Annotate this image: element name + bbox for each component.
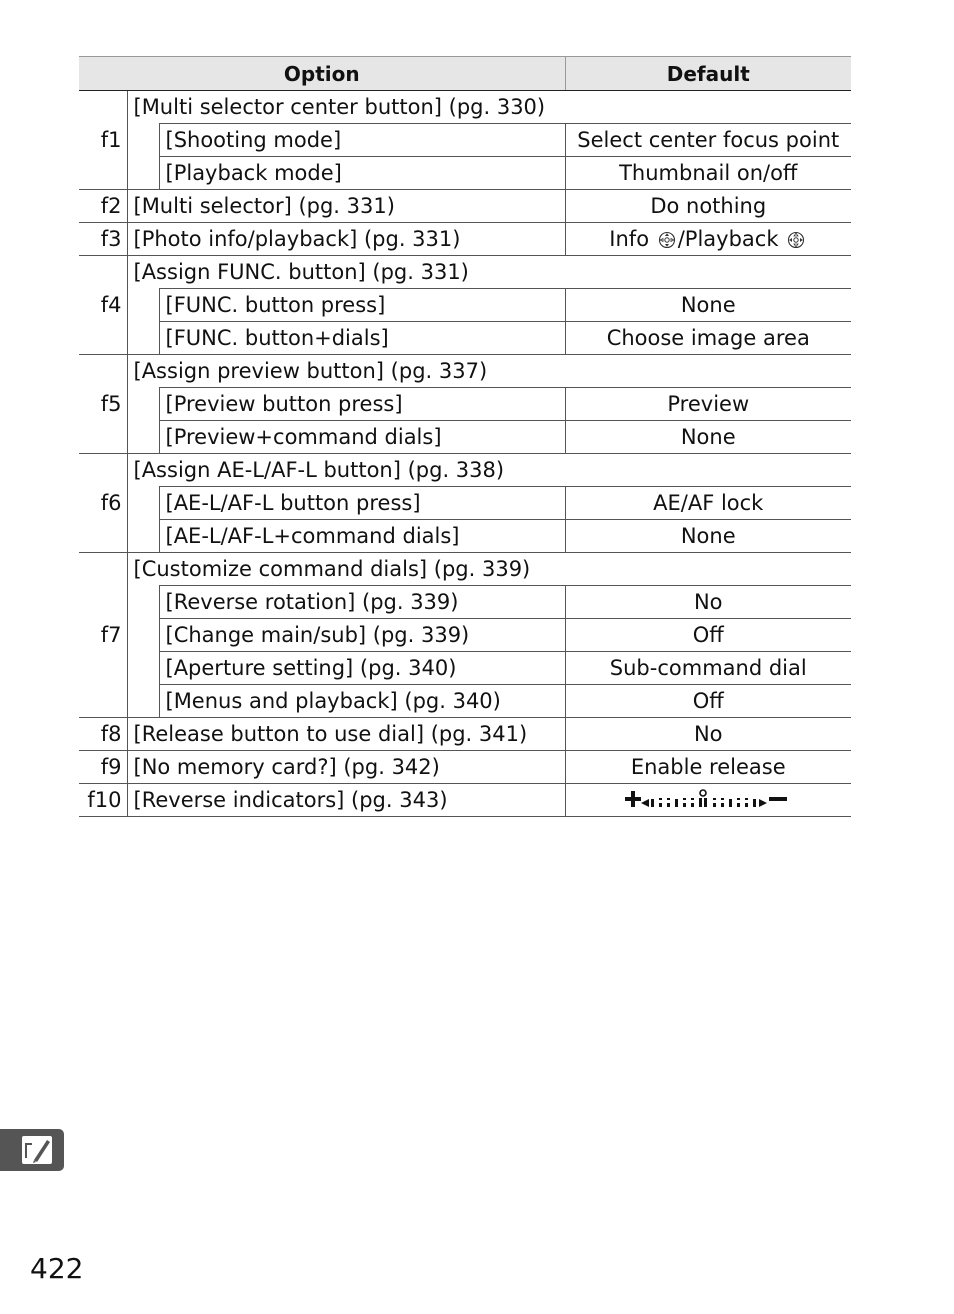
option-cell: [Change main/sub] (pg. 339) xyxy=(159,619,565,652)
table-row xyxy=(79,487,851,520)
table-row xyxy=(79,454,851,487)
default-cell xyxy=(565,223,851,256)
default-cell: Sub-command dial xyxy=(565,652,851,685)
info-label: Info xyxy=(609,226,650,251)
default-cell: AE/AF lock xyxy=(565,487,851,520)
default-cell: Enable release xyxy=(565,751,851,784)
default-column-header: Default xyxy=(565,57,851,91)
default-cell: Select center focus point xyxy=(565,124,851,157)
option-column-header: Option xyxy=(79,57,565,91)
option-cell: [Photo info/playback] (pg. 331) xyxy=(127,223,565,256)
option-cell: [Reverse rotation] (pg. 339) xyxy=(159,586,565,619)
group-title: [Customize command dials] (pg. 339) xyxy=(127,553,851,586)
table-row xyxy=(79,751,851,784)
table-row xyxy=(79,421,851,454)
multi-selector-left-right-icon xyxy=(787,231,805,249)
section-tab-icon xyxy=(0,1129,64,1171)
group-title: [Multi selector center button] (pg. 330) xyxy=(127,91,851,124)
option-cell: [Playback mode] xyxy=(159,157,565,190)
row-code: f7 xyxy=(79,553,127,718)
option-cell: [Aperture setting] (pg. 340) xyxy=(159,652,565,685)
row-code: f6 xyxy=(79,454,127,553)
exposure-indicator-icon xyxy=(623,788,793,812)
table-row xyxy=(79,157,851,190)
table-row xyxy=(79,619,851,652)
option-cell: [Menus and playback] (pg. 340) xyxy=(159,685,565,718)
row-code: f10 xyxy=(79,784,127,817)
table-row xyxy=(79,388,851,421)
table-row xyxy=(79,586,851,619)
option-cell: [FUNC. button+dials] xyxy=(159,322,565,355)
multi-selector-up-down-icon xyxy=(658,231,676,249)
table-row xyxy=(79,355,851,388)
group-title: [Assign preview button] (pg. 337) xyxy=(127,355,851,388)
option-cell: [Release button to use dial] (pg. 341) xyxy=(127,718,565,751)
option-cell: [AE-L/AF-L button press] xyxy=(159,487,565,520)
default-cell: Off xyxy=(565,619,851,652)
table-row xyxy=(79,124,851,157)
table-row xyxy=(79,223,851,256)
custom-settings-table xyxy=(79,56,851,817)
group-title: [Assign FUNC. button] (pg. 331) xyxy=(127,256,851,289)
row-code: f9 xyxy=(79,751,127,784)
option-cell: [Preview button press] xyxy=(159,388,565,421)
default-cell: Do nothing xyxy=(565,190,851,223)
default-cell: Off xyxy=(565,685,851,718)
default-cell: None xyxy=(565,421,851,454)
default-cell: Preview xyxy=(565,388,851,421)
default-cell: No xyxy=(565,586,851,619)
table-row xyxy=(79,520,851,553)
option-cell: [Multi selector] (pg. 331) xyxy=(127,190,565,223)
option-cell: [Shooting mode] xyxy=(159,124,565,157)
table-row xyxy=(79,91,851,124)
table-row xyxy=(79,553,851,586)
table-row xyxy=(79,718,851,751)
default-cell: None xyxy=(565,289,851,322)
option-cell: [AE-L/AF-L+command dials] xyxy=(159,520,565,553)
row-code: f5 xyxy=(79,355,127,454)
default-cell: None xyxy=(565,520,851,553)
row-code: f3 xyxy=(79,223,127,256)
pencil-icon xyxy=(22,1136,52,1164)
row-code: f4 xyxy=(79,256,127,355)
default-cell: Thumbnail on/off xyxy=(565,157,851,190)
option-cell: [No memory card?] (pg. 342) xyxy=(127,751,565,784)
default-cell: Choose image area xyxy=(565,322,851,355)
row-code: f8 xyxy=(79,718,127,751)
table-row xyxy=(79,190,851,223)
table-row xyxy=(79,784,851,817)
row-code: f2 xyxy=(79,190,127,223)
page-number: 422 xyxy=(30,1252,84,1285)
table-row xyxy=(79,289,851,322)
option-cell: [Reverse indicators] (pg. 343) xyxy=(127,784,565,817)
table-row xyxy=(79,322,851,355)
row-code: f1 xyxy=(79,91,127,190)
option-cell: [FUNC. button press] xyxy=(159,289,565,322)
default-cell: No xyxy=(565,718,851,751)
table-row xyxy=(79,685,851,718)
table-header-row xyxy=(79,57,851,91)
option-cell: [Preview+command dials] xyxy=(159,421,565,454)
table-row xyxy=(79,652,851,685)
group-title: [Assign AE-L/AF-L button] (pg. 338) xyxy=(127,454,851,487)
default-cell xyxy=(565,784,851,817)
table-row xyxy=(79,256,851,289)
playback-label: /Playback xyxy=(677,226,779,251)
